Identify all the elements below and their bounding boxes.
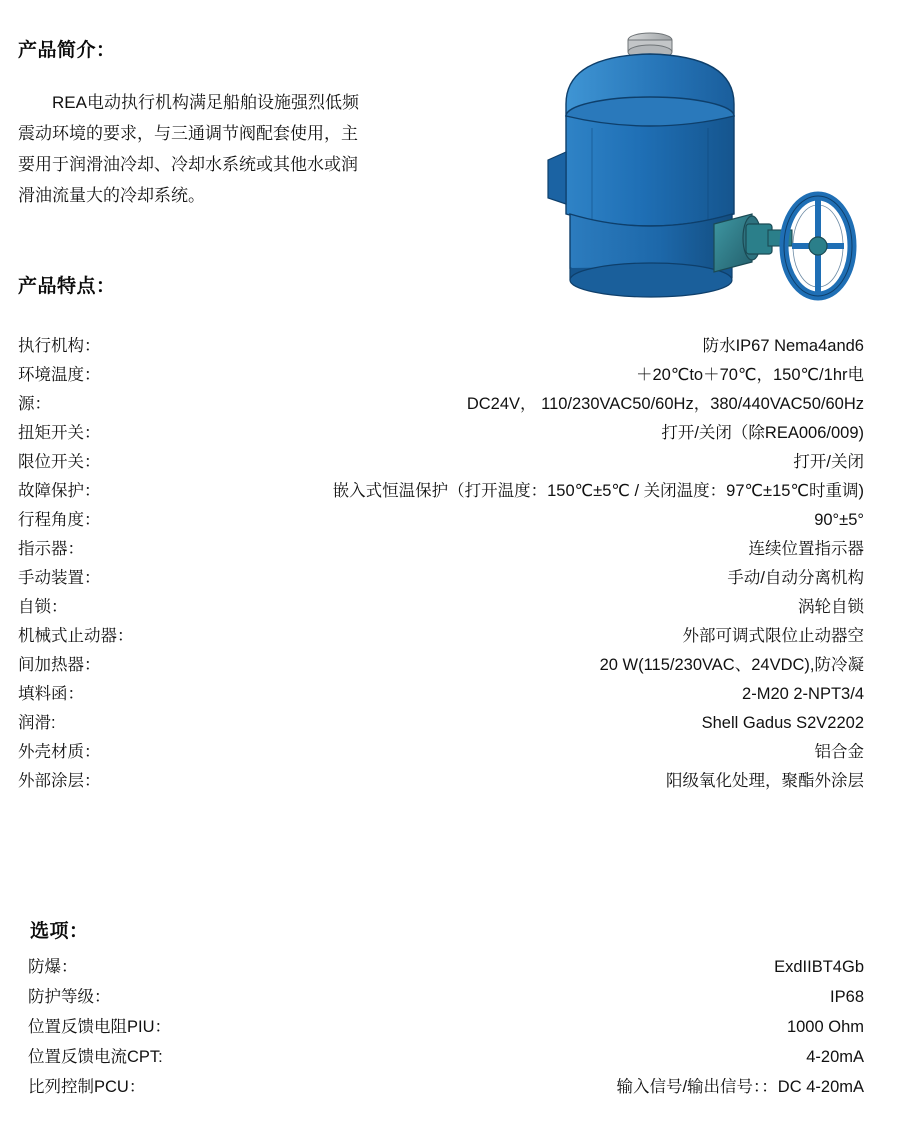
spec-value: 涡轮自锁 (798, 598, 864, 616)
table-row (18, 952, 864, 982)
spec-value: DC24V， 110/230VAC50/60Hz，380/440VAC50/60Hz (466, 395, 864, 413)
spec-key: 机械式止动器： (18, 627, 134, 645)
spec-value: 连续位置指示器 (748, 540, 864, 558)
table-row (18, 738, 864, 767)
spec-key: 源： (18, 395, 51, 413)
table-row (18, 390, 864, 419)
table-row (18, 419, 864, 448)
spec-value: 输入信号/输出信号：：DC 4-20mA (616, 1078, 864, 1096)
table-row (18, 680, 864, 709)
spec-key: 执行机构： (18, 337, 101, 355)
gearbox-housing (714, 214, 772, 272)
spec-value: 打开/关闭（除REA006/009) (661, 424, 864, 442)
table-row (18, 651, 864, 680)
options-table (18, 952, 864, 1102)
spec-value: 90°±5° (814, 511, 864, 529)
spec-key: 位置反馈电流CPT: (28, 1048, 163, 1066)
intro-heading: 产品简介： (18, 39, 116, 61)
spec-value: 打开/关闭 (793, 453, 864, 471)
table-row (18, 982, 864, 1012)
spec-value: 阳级氧化处理，聚酯外涂层 (666, 772, 864, 790)
spec-value: ＋20℃to＋70℃，150℃/1hr电 (635, 366, 864, 384)
spec-key: 自锁： (18, 598, 68, 616)
spec-key: 扭矩开关： (18, 424, 101, 442)
spec-value: 手动/自动分离机构 (727, 569, 864, 587)
spec-key: 位置反馈电阻PIU： (28, 1018, 172, 1036)
table-row (18, 1012, 864, 1042)
table-row (18, 564, 864, 593)
spec-key: 环境温度： (18, 366, 101, 384)
table-row (18, 332, 864, 361)
table-row (18, 622, 864, 651)
spec-key: 外壳材质： (18, 743, 101, 761)
actuator-side-flange (548, 152, 566, 204)
table-row (18, 477, 864, 506)
spec-key: 故障保护： (18, 482, 101, 500)
spec-key: 防护等级： (28, 988, 111, 1006)
spec-key: 填料函： (18, 685, 84, 703)
spec-value: 4-20mA (806, 1048, 864, 1066)
spec-value: ExdIIBT4Gb (774, 958, 864, 976)
spec-value: 外部可调式限位止动器空 (682, 627, 864, 645)
spec-key: 限位开关： (18, 453, 101, 471)
table-row (18, 361, 864, 390)
features-spec-table (18, 332, 864, 796)
electric-actuator-illustration (500, 18, 880, 318)
table-row (18, 448, 864, 477)
spec-value: IP68 (830, 988, 864, 1006)
spec-value: Shell Gadus S2V2202 (701, 714, 864, 732)
table-row (18, 1072, 864, 1102)
features-heading: 产品特点： (18, 275, 116, 297)
table-row (18, 506, 864, 535)
spec-value: 防水IP67 Nema4and6 (702, 337, 864, 355)
actuator-base (570, 214, 732, 297)
spec-key: 指示器： (18, 540, 84, 558)
table-row (18, 1042, 864, 1072)
spec-value: 20 W(115/230VAC、24VDC),防冷凝 (599, 656, 864, 674)
spec-value: 铝合金 (814, 743, 864, 761)
spec-key: 间加热器： (18, 656, 101, 674)
spec-key: 手动装置： (18, 569, 101, 587)
actuator-body (566, 116, 734, 226)
table-row (18, 709, 864, 738)
spec-value: 1000 Ohm (786, 1018, 864, 1036)
table-row (18, 767, 864, 796)
table-row (18, 593, 864, 622)
spec-key: 外部涂层： (18, 772, 101, 790)
options-heading: 选项： (30, 920, 89, 942)
intro-paragraph: REA电动执行机构满足船舶设施强烈低频震动环境的要求，与三通调节阀配套使用，主要用于润滑油冷却、冷却水系统或其他水或润滑油流量大的冷却系统。 (18, 93, 359, 205)
spec-value: 嵌入式恒温保护（打开温度：150℃±5℃ / 关闭温度：97℃±15℃时重调) (332, 482, 864, 500)
spec-key: 行程角度： (18, 511, 101, 529)
handwheel (784, 196, 852, 296)
spec-key: 润滑: (18, 714, 56, 732)
spec-value: 2-M20 2-NPT3/4 (742, 685, 864, 703)
spec-key: 防爆： (28, 958, 78, 976)
table-row (18, 535, 864, 564)
spec-key: 比列控制PCU： (28, 1078, 146, 1096)
